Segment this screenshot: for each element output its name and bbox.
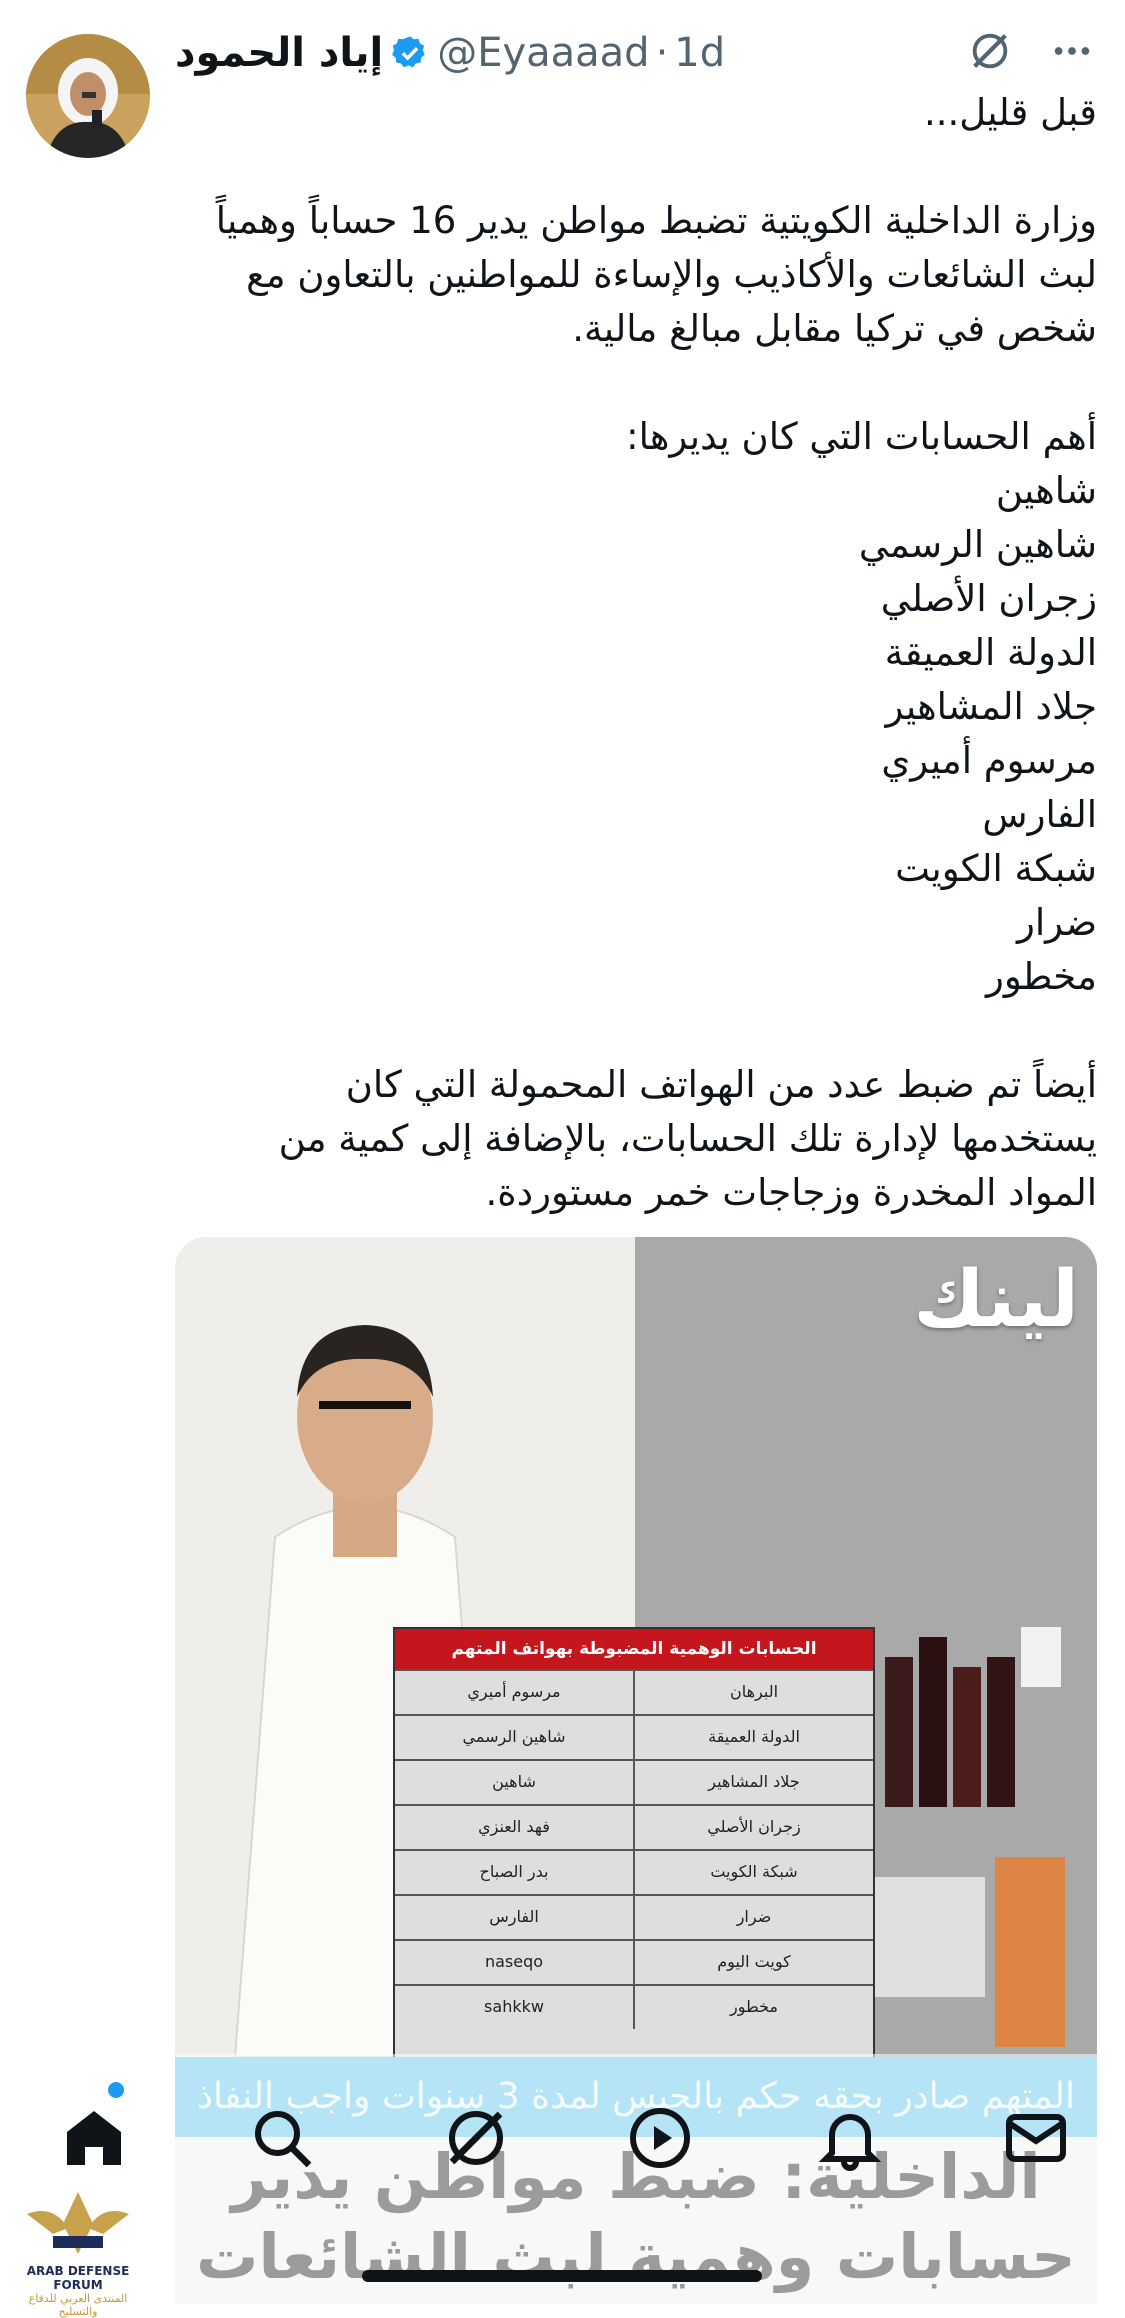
search-icon[interactable] (246, 2102, 318, 2174)
tweet-line: أيضاً تم ضبط عدد من الهواتف المحمولة التي كان (345, 1063, 1097, 1106)
account-list-item: جلاد المشاهير (885, 685, 1097, 728)
tweet-text (175, 86, 1097, 1220)
table-row (395, 1714, 873, 1759)
bottom-tab-bar (0, 2054, 1125, 2304)
table-cell: الفارس (489, 1907, 539, 1926)
table-row (395, 1759, 873, 1804)
tweet-line: شخص في تركيا مقابل مبالغ مالية. (572, 307, 1097, 350)
grok-icon[interactable] (967, 28, 1013, 84)
account-list-item: مرسوم أميري (881, 739, 1097, 782)
table-cell: ضرار (633, 1896, 873, 1939)
table-cell: naseqo (484, 1952, 544, 1971)
notifications-icon[interactable] (814, 2102, 886, 2174)
account-list-item: زجران الأصلي (880, 577, 1097, 620)
table-row (395, 1669, 873, 1714)
separator-dot: · (655, 30, 669, 76)
table-cell: شاهين (492, 1772, 536, 1791)
table-row (395, 1939, 873, 1984)
new-posts-dot (108, 2082, 124, 2098)
table-cell: البرهان (633, 1671, 873, 1714)
table-cell: مرسوم أميري (467, 1682, 561, 1701)
table-cell: فهد العنزي (478, 1817, 550, 1836)
table-cell: شبكة الكويت (633, 1851, 873, 1894)
handle[interactable]: @Eyaaaad (437, 30, 650, 76)
home-icon[interactable] (58, 2102, 130, 2174)
account-list-item: الدولة العميقة (884, 631, 1097, 674)
home-indicator[interactable] (362, 2270, 762, 2282)
more-dots-icon[interactable] (1049, 28, 1095, 84)
news-brand-logo: لينك (913, 1255, 1079, 1345)
table-cell: بدر الصباح (479, 1862, 549, 1881)
table-cell: جلاد المشاهير (633, 1761, 873, 1804)
table-title: الحسابات الوهمية المضبوطة بهواتف المتهم (395, 1629, 873, 1669)
tweet-header (175, 28, 1095, 78)
forum-watermark (8, 2184, 148, 2318)
account-list-item: ضرار (1017, 901, 1097, 944)
avatar[interactable] (26, 34, 150, 158)
tweet-line: أهم الحسابات التي كان يديرها: (626, 415, 1097, 458)
table-cell: شاهين الرسمي (462, 1727, 566, 1746)
forum-logo-icon (23, 2184, 133, 2264)
account-list-item: شبكة الكويت (895, 847, 1097, 890)
tweet-line: قبل قليل... (923, 91, 1097, 134)
table-cell: مخطور (633, 1986, 873, 2029)
table-row (395, 1804, 873, 1849)
table-cell: الدولة العميقة (633, 1716, 873, 1759)
table-row (395, 1894, 873, 1939)
tweet-line: لبث الشائعات والأكاذيب والإساءة للمواطنين بالتعاون مع (246, 253, 1097, 296)
tweet-line: المواد المخدرة وزجاجات خمر مستوردة. (485, 1171, 1097, 1214)
timestamp[interactable]: 1d (674, 30, 726, 76)
table-cell: كويت اليوم (633, 1941, 873, 1984)
table-cell: زجران الأصلي (633, 1806, 873, 1849)
watermark-title: ARAB DEFENSE FORUM (26, 2264, 130, 2292)
account-list-item: شاهين الرسمي (858, 523, 1097, 566)
grok-icon[interactable] (440, 2102, 512, 2174)
table-row (395, 1849, 873, 1894)
table-cell: sahkkw (484, 1997, 544, 2016)
account-list-item: مخطور (985, 955, 1097, 998)
account-list-item: الفارس (982, 793, 1097, 836)
verified-badge-icon (391, 34, 429, 72)
account-list-item: شاهين (995, 469, 1097, 512)
table-row (395, 1984, 873, 2029)
tweet-line: يستخدمها لإدارة تلك الحسابات، بالإضافة إلى كمية من (278, 1117, 1097, 1160)
display-name[interactable]: إياد الحمود (175, 30, 384, 76)
messages-icon[interactable] (1000, 2102, 1072, 2174)
video-icon[interactable] (624, 2102, 696, 2174)
evidence-items (875, 1597, 1075, 2057)
tweet-line: وزارة الداخلية الكويتية تضبط مواطن يدير 16 حساباً وهمياً (215, 199, 1097, 242)
watermark-subtitle: المنتدى العربي للدفاع والتسليح (28, 2292, 128, 2318)
